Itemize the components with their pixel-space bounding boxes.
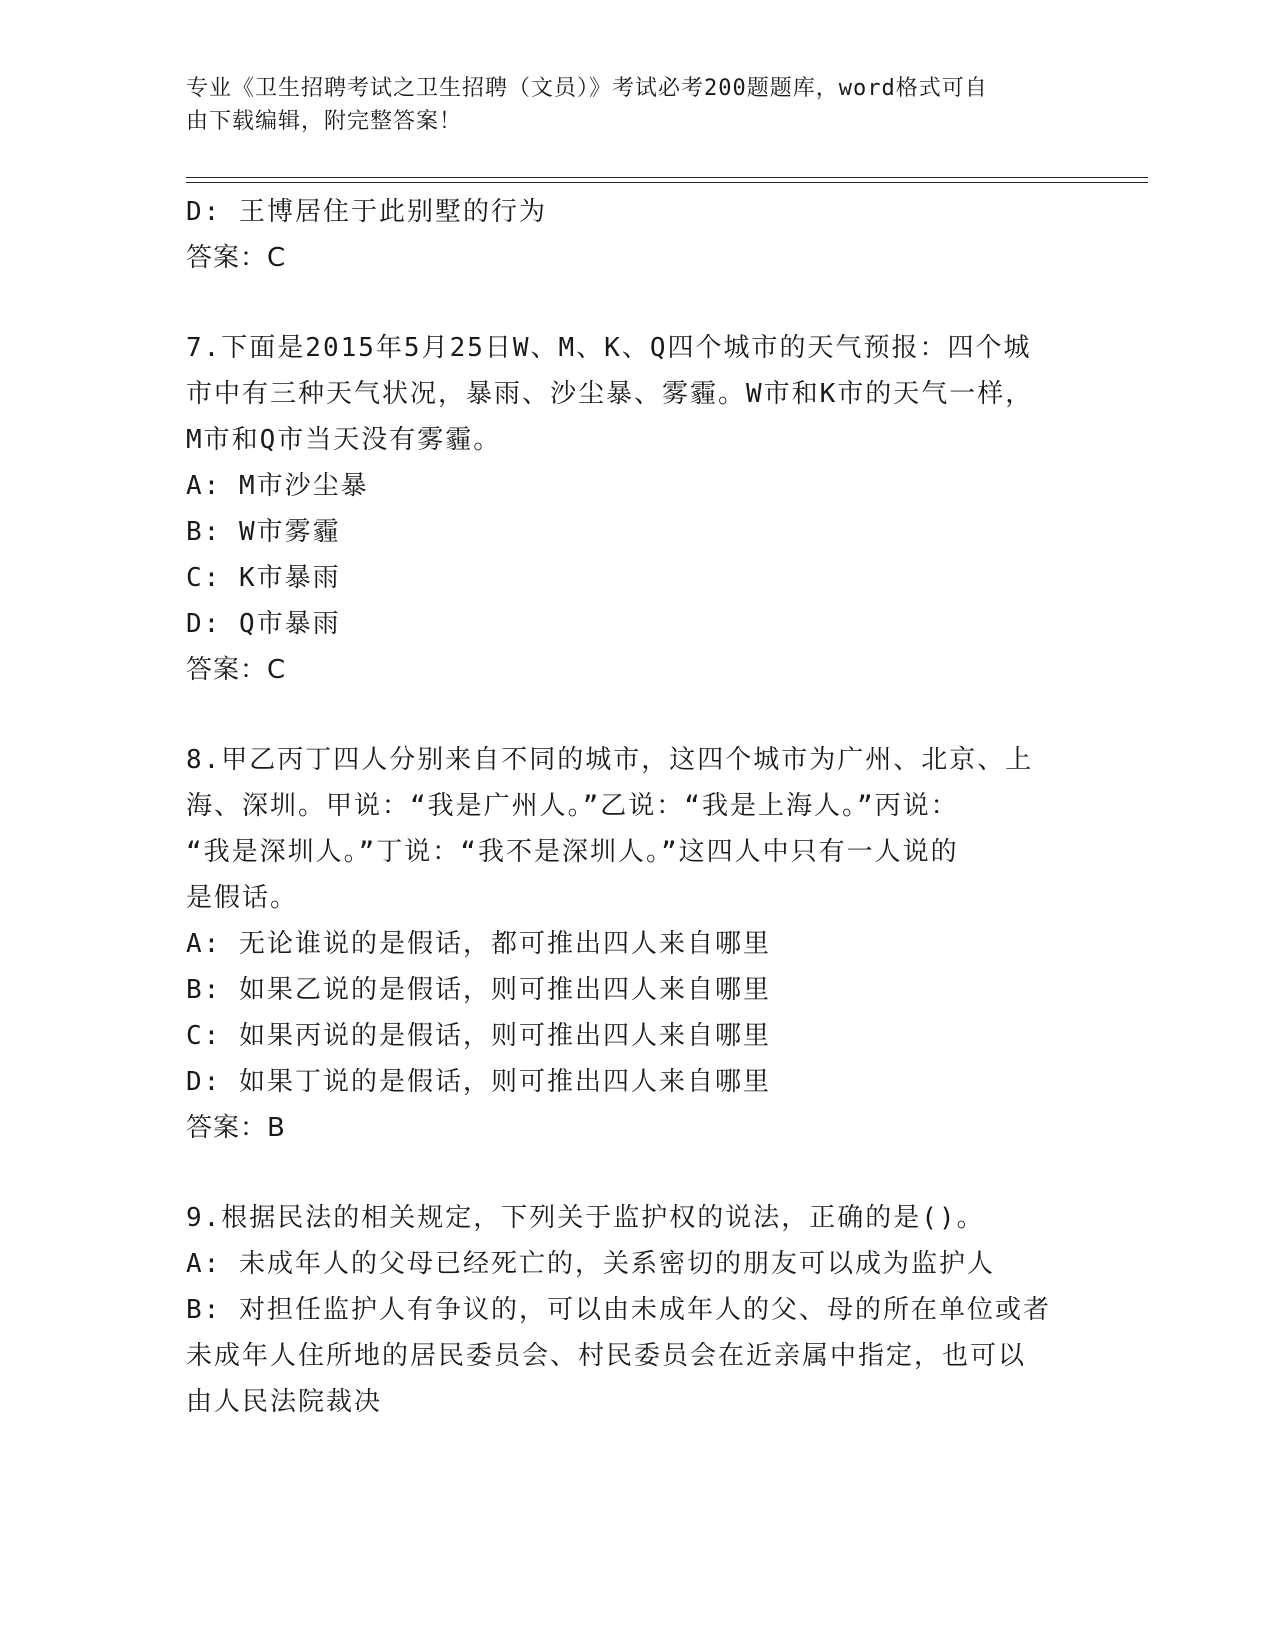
q8-answer: 答案：B	[186, 1113, 286, 1143]
document-header	[186, 72, 1066, 138]
header-divider-top	[186, 177, 1148, 178]
q7-option-a: A: M市沙尘暴	[186, 471, 369, 501]
q7-option-d: D: Q市暴雨	[186, 609, 341, 639]
q7-option-b: B: W市雾霾	[186, 517, 341, 547]
q8-stem-line: “我是深圳人。”丁说：“我不是深圳人。”这四人中只有一人说的	[186, 837, 959, 867]
q7-stem-line: 7.下面是2015年5月25日W、M、K、Q四个城市的天气预报：四个城	[186, 333, 1032, 363]
q9-stem-line: 9.根据民法的相关规定，下列关于监护权的说法，正确的是()。	[186, 1203, 985, 1233]
q8-option-c: C: 如果丙说的是假话，则可推出四人来自哪里	[186, 1021, 771, 1051]
q8-option-a: A: 无论谁说的是假话，都可推出四人来自哪里	[186, 929, 771, 959]
q9-option-b-line: 未成年人住所地的居民委员会、村民委员会在近亲属中指定，也可以	[186, 1341, 1027, 1371]
q8-stem-line: 海、深圳。甲说：“我是广州人。”乙说：“我是上海人。”丙说：	[186, 791, 959, 821]
q8-stem-line: 是假话。	[186, 883, 299, 913]
q7-option-c: C: K市暴雨	[186, 563, 341, 593]
question-content	[186, 189, 1066, 1425]
question-8	[186, 737, 1066, 1151]
q7-stem-line: 市中有三种天气状况，暴雨、沙尘暴、雾霾。W市和K市的天气一样，	[186, 379, 1034, 409]
q9-option-b-line: 由人民法院裁决	[186, 1387, 383, 1417]
spacer	[186, 1151, 1066, 1195]
q9-option-b-line: B: 对担任监护人有争议的，可以由未成年人的父、母的所在单位或者	[186, 1295, 1051, 1325]
prev-option-d: D: 王博居住于此别墅的行为	[186, 197, 547, 227]
spacer	[186, 281, 1066, 325]
header-line-2: 由下载编辑，附完整答案！	[186, 109, 463, 134]
header-line-1: 专业《卫生招聘考试之卫生招聘（文员）》考试必考200题题库，word格式可自	[186, 76, 988, 101]
q8-option-d: D: 如果丁说的是假话，则可推出四人来自哪里	[186, 1067, 771, 1097]
q7-answer: 答案：C	[186, 655, 287, 685]
prev-answer: 答案：C	[186, 243, 287, 273]
question-7	[186, 325, 1066, 693]
q8-stem-line: 8.甲乙丙丁四人分别来自不同的城市，这四个城市为广州、北京、上	[186, 745, 1034, 775]
spacer	[186, 693, 1066, 737]
q9-option-a: A: 未成年人的父母已经死亡的，关系密切的朋友可以成为监护人	[186, 1249, 995, 1279]
question-9	[186, 1195, 1066, 1425]
q8-option-b: B: 如果乙说的是假话，则可推出四人来自哪里	[186, 975, 771, 1005]
header-divider-bottom	[186, 182, 1148, 183]
q7-stem-line: M市和Q市当天没有雾霾。	[186, 425, 502, 455]
